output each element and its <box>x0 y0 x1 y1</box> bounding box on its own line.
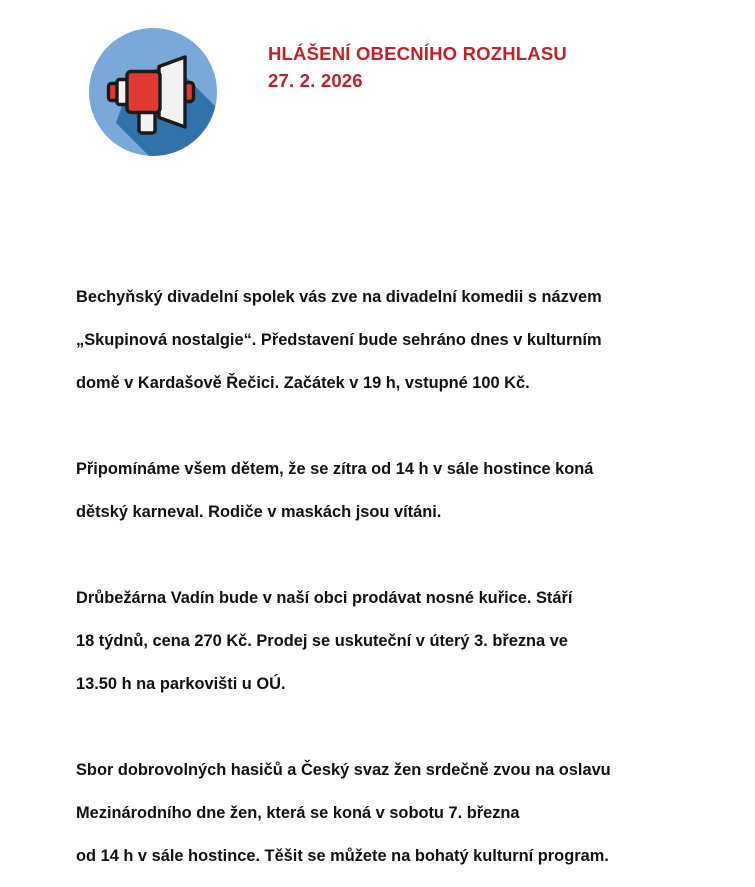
announcement-date: 27. 2. 2026 <box>268 70 363 91</box>
announcement-line: Sbor dobrovolných hasičů a Český svaz žen srdečně zvou na oslavu <box>76 761 611 779</box>
megaphone-logo <box>88 27 218 157</box>
announcement-line: Drůbežárna Vadín bude v naší obci prodávat nosné kuřice. Stáří <box>76 589 573 607</box>
header-text-block <box>268 40 728 94</box>
announcement-paragraph <box>76 276 706 405</box>
announcements-body <box>76 276 706 878</box>
announcement-line: Mezinárodního dne žen, která se koná v sobotu 7. března <box>76 804 520 822</box>
announcement-paragraph <box>76 749 706 878</box>
announcement-line: „Skupinová nostalgie“. Představení bude sehráno dnes v kulturním <box>76 331 602 349</box>
announcement-line: dětský karneval. Rodiče v maskách jsou vítáni. <box>76 503 442 521</box>
document-header <box>0 0 755 180</box>
announcement-paragraph <box>76 577 706 706</box>
announcement-line: Připomínáme všem dětem, že se zítra od 14 h v sále hostince koná <box>76 460 594 478</box>
announcement-line: od 14 h v sále hostince. Těšit se můžete na bohatý kulturní program. <box>76 847 609 865</box>
announcement-paragraph <box>76 448 706 534</box>
page-title: HLÁŠENÍ OBECNÍHO ROZHLASU <box>268 43 567 64</box>
announcement-line: Bechyňský divadelní spolek vás zve na divadelní komedii s názvem <box>76 288 602 306</box>
announcement-line: 18 týdnů, cena 270 Kč. Prodej se uskuteční v úterý 3. března ve <box>76 632 568 650</box>
announcement-line: domě v Kardašově Řečici. Začátek v 19 h, vstupné 100 Kč. <box>76 374 530 392</box>
megaphone-icon <box>88 27 218 157</box>
announcement-line: 13.50 h na parkovišti u OÚ. <box>76 675 286 693</box>
